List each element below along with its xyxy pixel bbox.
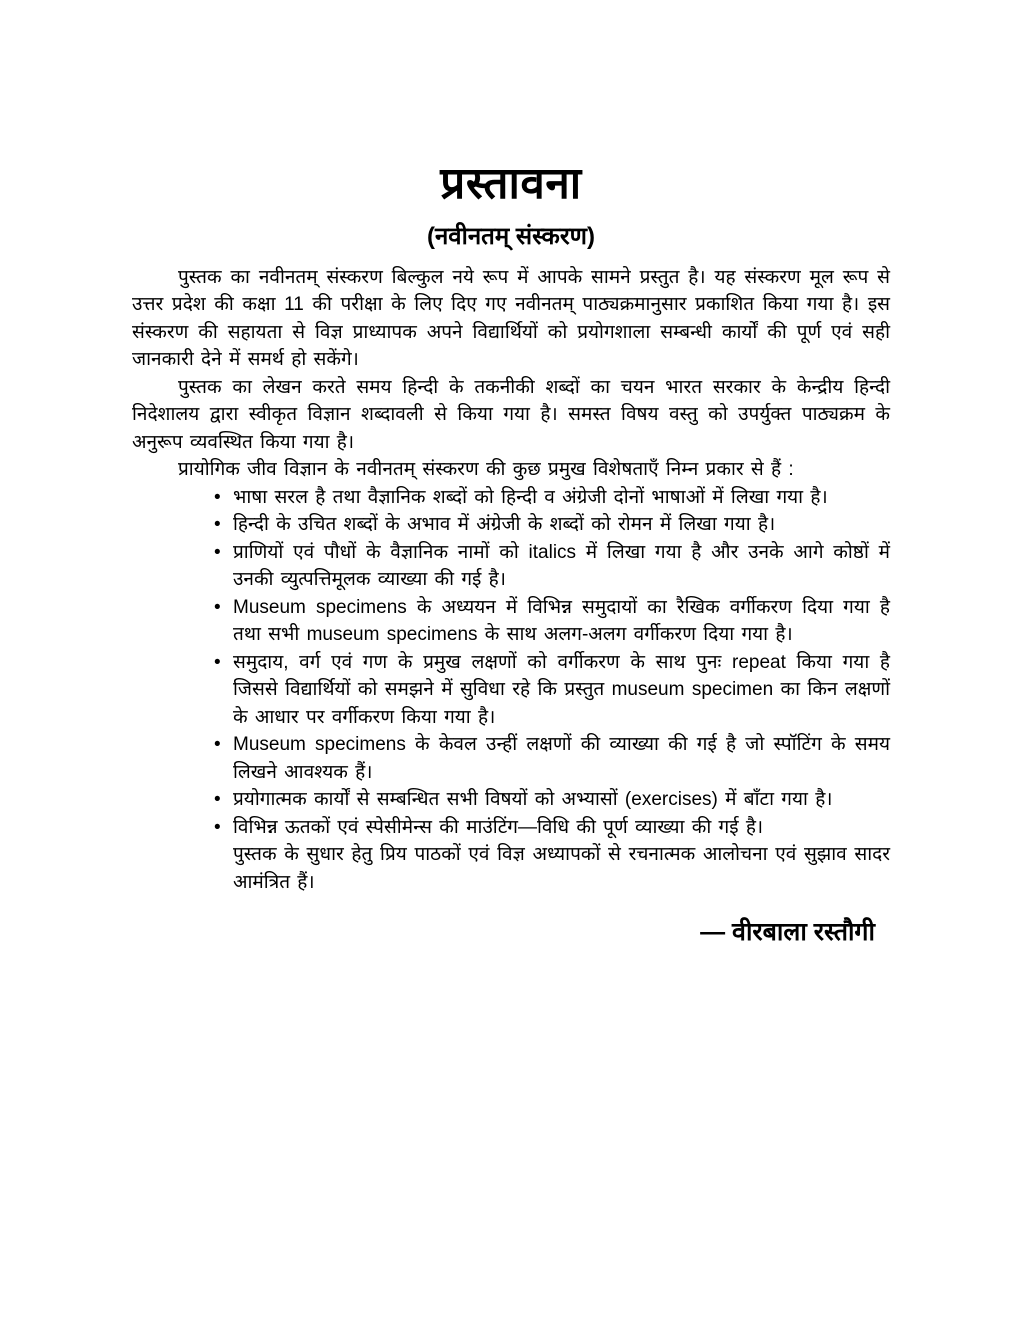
features-list [132, 484, 890, 842]
feature-item: • हिन्दी के उचित शब्दों के अभाव में अंग्रेजी के शब्दों को रोमन में लिखा गया है। [132, 511, 890, 539]
paragraph-edition-intro: पुस्तक का नवीनतम् संस्करण बिल्कुल नये रूप में आपके सामने प्रस्तुत है। यह संस्करण मूल रूप से उत्तर प्रदेश की कक्षा 11 की परीक्षा के लिए दिए गए नवीनतम् पाठ्यक्रमानुसार प्रकाशित किया गया है। इस संस्करण की सहायता से विज्ञ प्राध्यापक अपने विद्यार्थियों को प्रयोगशाला सम्बन्धी कार्यों की पूर्ण एवं सही जानकारी देने में समर्थ हो सकेंगे। [132, 266, 890, 371]
feature-item: • विभिन्न ऊतकों एवं स्पेसीमेन्स की माउंटिंग—विधि की पूर्ण व्याख्या की गई है। [132, 814, 890, 842]
paragraph-terminology: पुस्तक का लेखन करते समय हिन्दी के तकनीकी शब्दों का चयन भारत सरकार के केन्द्रीय हिन्दी निदेशालय द्वारा स्वीकृत विज्ञान शब्दावली से किया गया है। समस्त विषय वस्तु को उपर्युक्त पाठ्यक्रम के अनुरूप व्यवस्थित किया गया है। [132, 376, 890, 453]
feature-item: • Museum specimens के अध्ययन में विभिन्न समुदायों का रैखिक वर्गीकरण दिया गया है तथा सभी museum specimens के साथ अलग-अलग वर्गीकरण दिया गया है। [132, 594, 890, 649]
page-title: प्रस्तावना [440, 159, 582, 208]
feature-item: • Museum specimens के केवल उन्हीं लक्षणों की व्याख्या की गई है जो स्पॉटिंग के समय लिखने आवश्यक हैं। [132, 731, 890, 786]
feature-item: • प्राणियों एवं पौधों के वैज्ञानिक नामों को italics में लिखा गया है और उनके आगे कोष्ठों में उनकी व्युत्पत्तिमूलक व्याख्या की गई है। [132, 539, 890, 594]
feature-item: • प्रयोगात्मक कार्यों से सम्बन्धित सभी विषयों को अभ्यासों (exercises) में बाँटा गया है। [132, 786, 890, 814]
page-content [132, 0, 890, 948]
paragraph-features-intro: प्रायोगिक जीव विज्ञान के नवीनतम् संस्करण की कुछ प्रमुख विशेषताएँ निम्न प्रकार से हैं : [178, 459, 794, 481]
feature-item: • भाषा सरल है तथा वैज्ञानिक शब्दों को हिन्दी व अंग्रेजी दोनों भाषाओं में लिखा गया है। [132, 484, 890, 512]
author-signature: — वीरबाला रस्तौगी [700, 918, 875, 947]
closing-paragraph: पुस्तक के सुधार हेतु प्रिय पाठकों एवं विज्ञ अध्यापकों से रचनात्मक आलोचना एवं सुझाव सादर आमंत्रित हैं। [233, 844, 890, 893]
feature-item: • समुदाय, वर्ग एवं गण के प्रमुख लक्षणों को वर्गीकरण के साथ पुनः repeat किया गया है जिससे विद्यार्थियों को समझने में सुविधा रहे कि प्रस्तुत museum specimen का किन लक्षणों के आधार पर वर्गीकरण किया गया है। [132, 649, 890, 732]
page-subtitle: (नवीनतम् संस्करण) [426, 223, 596, 251]
